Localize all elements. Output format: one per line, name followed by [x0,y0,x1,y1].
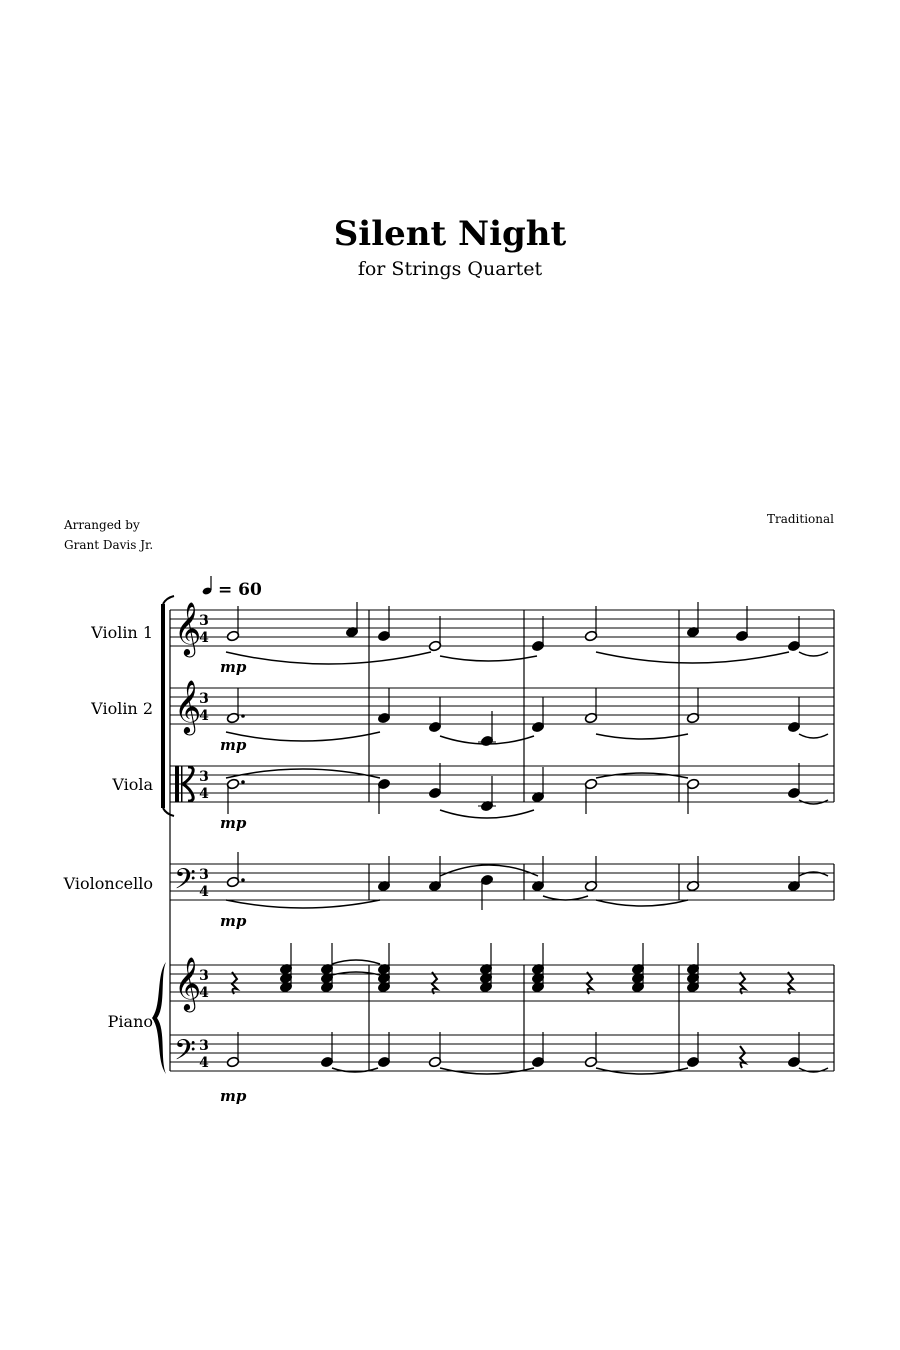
label-piano: Piano [107,1012,153,1031]
slur-tie [226,652,431,664]
time-signature-bottom: 4 [199,630,209,646]
strings-bracket [163,808,174,816]
bass-clef-icon: 𝄢 [174,863,196,903]
slur-tie [799,734,828,738]
slur-tie [226,900,380,908]
time-signature-bottom: 4 [199,786,209,802]
staves-group [152,596,834,1105]
dotted-note-dot [241,878,245,882]
slur-tie [226,732,380,741]
dotted-note-dot [241,714,245,718]
tempo-mark [202,576,262,600]
arranger-name: Grant Davis Jr. [64,538,154,552]
time-signature-bottom: 4 [199,884,209,900]
label-violoncello: Violoncello [63,874,153,893]
dynamic-marking: mp [220,658,247,676]
alto-clef-icon [175,766,179,802]
time-signature-bottom: 4 [199,708,209,724]
slur-tie [596,734,688,739]
slur-tie [440,656,537,661]
treble-clef-icon: 𝄞 [174,601,202,655]
time-signature-bottom: 4 [199,985,209,1001]
slur-tie [543,896,588,900]
treble-clef-icon: 𝄞 [174,679,202,733]
treble-clef-icon: 𝄞 [174,956,202,1010]
label-violin-1: Violin 1 [91,623,153,642]
slur-tie [440,810,534,818]
score-title: Silent Night [333,214,567,254]
piano-brace-icon [152,962,166,1074]
score-subtitle: for Strings Quartet [357,258,543,280]
tempo-text: = 60 [218,580,262,600]
time-signature-bottom: 4 [199,1055,209,1071]
time-signature-top: 3 [199,1038,209,1054]
slur-tie [226,769,380,778]
time-signature-top: 3 [199,769,209,785]
slur-tie [799,652,828,656]
dynamic-marking: mp [220,1087,247,1105]
dynamic-marking: mp [220,912,247,930]
alto-clef-icon [181,766,183,802]
arranger-label: Arranged by [64,518,140,532]
slur-tie [596,652,789,663]
time-signature-top: 3 [199,613,209,629]
time-signature-top: 3 [199,968,209,984]
time-signature-top: 3 [199,691,209,707]
quarter-rest-icon [740,1046,745,1068]
time-signature-top: 3 [199,867,209,883]
slur-tie [596,900,688,906]
dynamic-marking: mp [220,736,247,754]
strings-bracket [163,596,174,604]
composer-credit: Traditional [766,512,834,526]
label-violin-2: Violin 2 [91,699,153,718]
bass-clef-icon: 𝄢 [174,1034,196,1074]
slur-tie [440,865,538,876]
dotted-note-dot [241,780,245,784]
dynamic-marking: mp [220,814,247,832]
slur-tie [332,960,380,964]
label-viola: Viola [112,775,153,794]
